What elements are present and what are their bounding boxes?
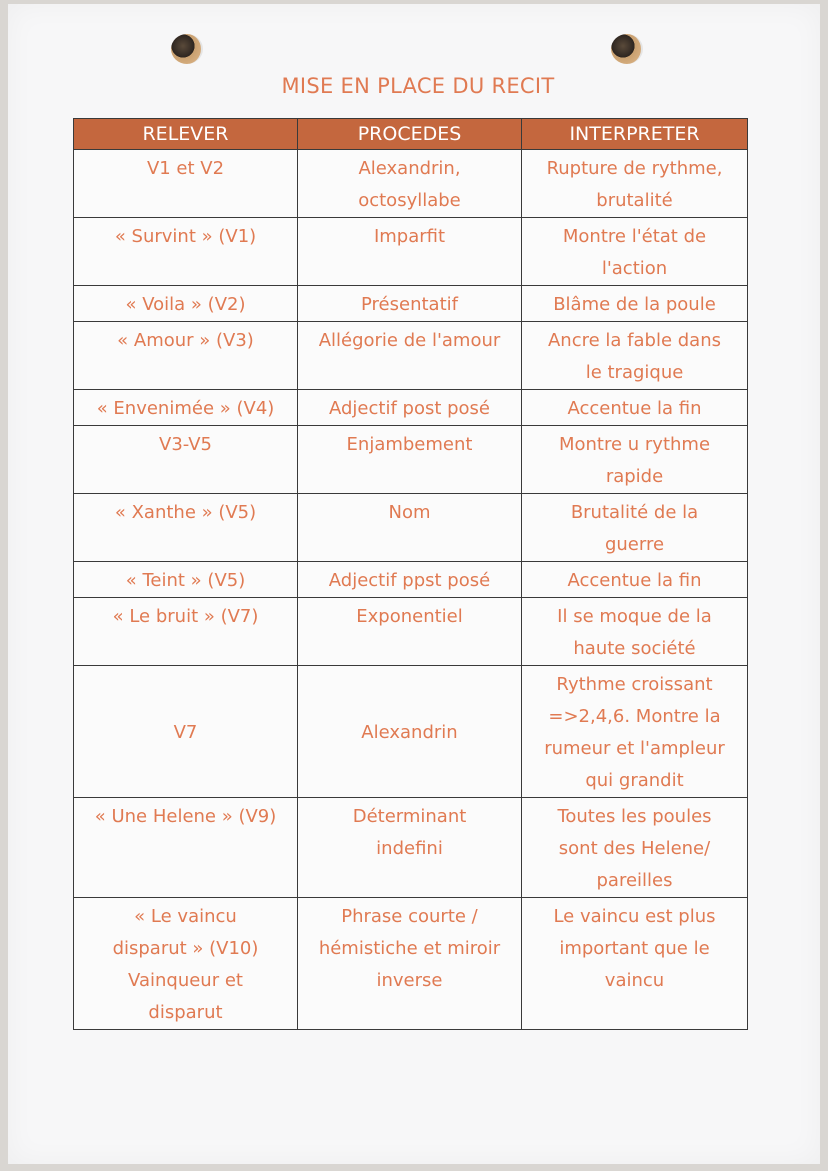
cell-interpreter: Accentue la fin <box>522 562 748 598</box>
table-row <box>74 426 748 494</box>
cell-interpreter: Accentue la fin <box>522 390 748 426</box>
cell-procedes: Adjectif ppst posé <box>298 562 522 598</box>
table-row <box>74 898 748 1030</box>
cell-interpreter: Montre u rythme rapide <box>522 426 748 494</box>
cell-interpreter: Rythme croissant =>2,4,6. Montre la rumeur et l'ampleur qui grandit <box>522 666 748 798</box>
cell-relever: « Le vaincu disparut » (V10) Vainqueur et disparut <box>74 898 298 1030</box>
page-title: MISE EN PLACE DU RECIT <box>281 74 555 98</box>
cell-procedes: Imparfit <box>298 218 522 286</box>
cell-interpreter: Rupture de rythme, brutalité <box>522 150 748 218</box>
cell-interpreter: Ancre la fable dans le tragique <box>522 322 748 390</box>
binder-hole-right <box>611 34 643 64</box>
cell-interpreter: Brutalité de la guerre <box>522 494 748 562</box>
cell-interpreter: Montre l'état de l'action <box>522 218 748 286</box>
table-row <box>74 562 748 598</box>
cell-interpreter: Blâme de la poule <box>522 286 748 322</box>
table-row <box>74 218 748 286</box>
header-interpreter: INTERPRETER <box>522 119 748 150</box>
cell-relever: « Survint » (V1) <box>74 218 298 286</box>
cell-relever: « Envenimée » (V4) <box>74 390 298 426</box>
table-row <box>74 798 748 898</box>
cell-procedes: Nom <box>298 494 522 562</box>
table-row <box>74 666 748 798</box>
cell-procedes: Alexandrin <box>298 666 522 798</box>
cell-relever: V3-V5 <box>74 426 298 494</box>
cell-interpreter: Le vaincu est plus important que le vaincu <box>522 898 748 1030</box>
table-header-row <box>74 119 748 150</box>
cell-interpreter: Il se moque de la haute société <box>522 598 748 666</box>
cell-relever: « Teint » (V5) <box>74 562 298 598</box>
cell-procedes: Phrase courte / hémistiche et miroir inverse <box>298 898 522 1030</box>
analysis-table <box>73 118 748 1030</box>
table-row <box>74 286 748 322</box>
header-procedes: PROCEDES <box>298 119 522 150</box>
cell-relever: « Voila » (V2) <box>74 286 298 322</box>
cell-relever: « Xanthe » (V5) <box>74 494 298 562</box>
binder-hole-left <box>171 34 203 64</box>
cell-procedes: Allégorie de l'amour <box>298 322 522 390</box>
cell-procedes: Enjambement <box>298 426 522 494</box>
cell-relever: V1 et V2 <box>74 150 298 218</box>
cell-relever: « Une Helene » (V9) <box>74 798 298 898</box>
table-row <box>74 598 748 666</box>
cell-procedes: Présentatif <box>298 286 522 322</box>
cell-procedes: Adjectif post posé <box>298 390 522 426</box>
table-row <box>74 322 748 390</box>
cell-relever: « Le bruit » (V7) <box>74 598 298 666</box>
cell-procedes: Exponentiel <box>298 598 522 666</box>
cell-relever: V7 <box>74 666 298 798</box>
cell-procedes: Déterminant indefini <box>298 798 522 898</box>
cell-procedes: Alexandrin, octosyllabe <box>298 150 522 218</box>
cell-interpreter: Toutes les poules sont des Helene/ pareilles <box>522 798 748 898</box>
table-row <box>74 494 748 562</box>
header-relever: RELEVER <box>74 119 298 150</box>
table-row <box>74 390 748 426</box>
cell-relever: « Amour » (V3) <box>74 322 298 390</box>
table-row <box>74 150 748 218</box>
